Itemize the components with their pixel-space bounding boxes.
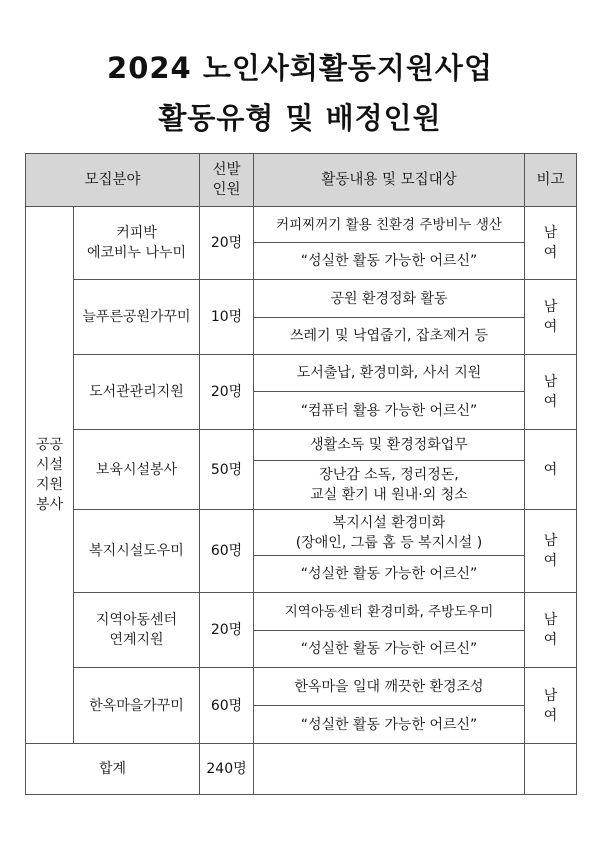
row-target: 장난감 소독, 정리정돈, 교실 환기 내 원내·외 청소 [254, 461, 525, 510]
row-note: 남 여 [525, 355, 577, 430]
row-target: “성실한 활동 가능한 어르신” [254, 243, 525, 280]
table-row [26, 510, 577, 556]
total-row [26, 744, 577, 795]
table-header-row [26, 154, 577, 207]
category-cell: 공공 시설 지원 봉사 [26, 207, 74, 744]
total-content [254, 744, 525, 795]
row-activity: 한옥마을 일대 깨끗한 환경조성 [254, 668, 525, 706]
row-note: 남 여 [525, 510, 577, 593]
row-count: 60명 [200, 668, 254, 744]
row-name: 도서관관리지원 [74, 355, 200, 430]
allocation-table [25, 153, 577, 795]
header-count: 선발 인원 [200, 154, 254, 207]
table-row [26, 355, 577, 392]
row-activity: 공원 환경정화 활동 [254, 280, 525, 318]
row-activity: 도서출납, 환경미화, 사서 지원 [254, 355, 525, 392]
total-note [525, 744, 577, 795]
row-target: “성실한 활동 가능한 어르신” [254, 556, 525, 593]
header-content: 활동내용 및 모집대상 [254, 154, 525, 207]
document-title-line1: 2024 노인사회활동지원사업 [107, 51, 493, 85]
document-title-line2: 활동유형 및 배정인원 [158, 101, 442, 135]
row-count: 10명 [200, 280, 254, 355]
row-count: 20명 [200, 593, 254, 668]
table-row [26, 207, 577, 243]
row-note: 여 [525, 430, 577, 510]
header-note: 비고 [525, 154, 577, 207]
row-note: 남 여 [525, 280, 577, 355]
row-target: “성실한 활동 가능한 어르신” [254, 706, 525, 744]
header-field: 모집분야 [26, 154, 200, 207]
row-name: 늘푸른공원가꾸미 [74, 280, 200, 355]
total-count: 240명 [200, 744, 254, 795]
total-label: 합계 [26, 744, 200, 795]
row-note: 남 여 [525, 207, 577, 280]
table-row [26, 668, 577, 706]
row-target: 쓰레기 및 낙엽줍기, 잡초제거 등 [254, 318, 525, 355]
row-note: 남 여 [525, 593, 577, 668]
row-activity: 지역아동센터 환경미화, 주방도우미 [254, 593, 525, 631]
row-name: 보육시설봉사 [74, 430, 200, 510]
row-target: “컴퓨터 활용 가능한 어르신” [254, 392, 525, 430]
row-activity: 생활소독 및 환경정화업무 [254, 430, 525, 461]
row-activity: 커피찌꺼기 활용 친환경 주방비누 생산 [254, 207, 525, 243]
row-count: 20명 [200, 207, 254, 280]
row-count: 20명 [200, 355, 254, 430]
row-name: 복지시설도우미 [74, 510, 200, 593]
table-row [26, 593, 577, 631]
row-name: 지역아동센터 연계지원 [74, 593, 200, 668]
row-target: “성실한 활동 가능한 어르신” [254, 631, 525, 668]
row-count: 50명 [200, 430, 254, 510]
table-row [26, 280, 577, 318]
row-note: 남 여 [525, 668, 577, 744]
row-activity: 복지시설 환경미화 (장애인, 그룹 홈 등 복지시설 ) [254, 510, 525, 556]
row-name: 커피박 에코비누 나누미 [74, 207, 200, 280]
table-row [26, 430, 577, 461]
row-name: 한옥마을가꾸미 [74, 668, 200, 744]
row-count: 60명 [200, 510, 254, 593]
